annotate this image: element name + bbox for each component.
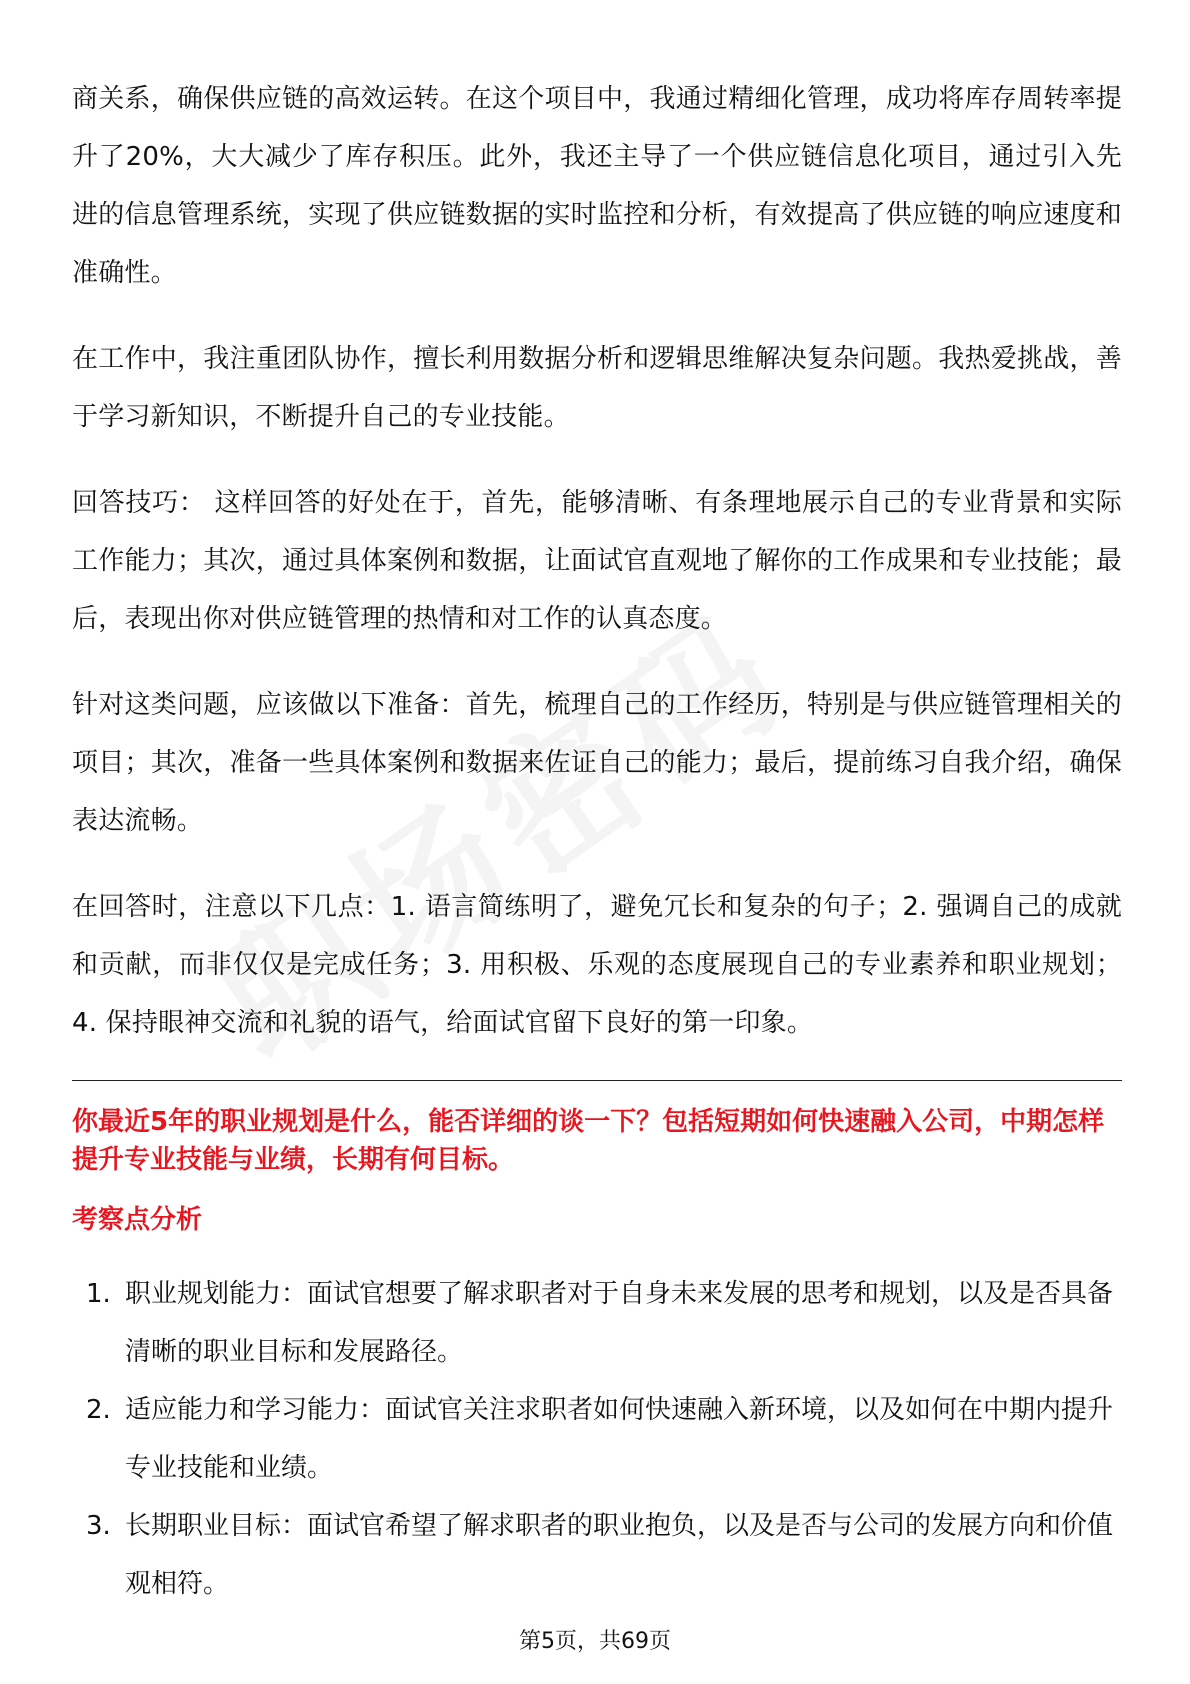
analysis-points-list bbox=[72, 1265, 1122, 1613]
paragraph-project-experience: 商关系，确保供应链的高效运转。在这个项目中，我通过精细化管理，成功将库存周转率提升了20%，大大减少了库存积压。此外，我还主导了一个供应链信息化项目，通过引入先进的信息管理系统，实现了供应链数据的实时监控和分析，有效提高了供应链的响应速度和准确性。 bbox=[72, 84, 1122, 288]
list-item-number: 1. bbox=[86, 1279, 111, 1309]
list-item bbox=[72, 1497, 1122, 1613]
analysis-heading: 考察点分析 bbox=[72, 1205, 203, 1235]
paragraph-answer-notes: 在回答时，注意以下几点：1. 语言简练明了，避免冗长和复杂的句子；2. 强调自己的成就和贡献，而非仅仅是完成任务；3. 用积极、乐观的态度展现自己的专业素养和职业规划；4. 保持眼神交流和礼貌的语气，给面试官留下良好的第一印象。 bbox=[72, 892, 1122, 1038]
list-item-number: 3. bbox=[86, 1511, 111, 1541]
list-item-text: 适应能力和学习能力：面试官关注求职者如何快速融入新环境，以及如何在中期内提升专业技能和业绩。 bbox=[125, 1395, 1114, 1483]
list-item bbox=[72, 1265, 1122, 1381]
list-item-text: 长期职业目标：面试官希望了解求职者的职业抱负，以及是否与公司的发展方向和价值观相符。 bbox=[125, 1511, 1114, 1599]
list-item-number: 2. bbox=[86, 1395, 111, 1425]
paragraph-work-style: 在工作中，我注重团队协作，擅长利用数据分析和逻辑思维解决复杂问题。我热爱挑战，善于学习新知识，不断提升自己的专业技能。 bbox=[72, 344, 1122, 432]
page-number-footer: 第5页，共69页 bbox=[519, 1629, 671, 1654]
list-item bbox=[72, 1381, 1122, 1497]
list-item-text: 职业规划能力：面试官想要了解求职者对于自身未来发展的思考和规划，以及是否具备清晰的职业目标和发展路径。 bbox=[125, 1279, 1114, 1367]
interview-question: 你最近5年的职业规划是什么，能否详细的谈一下？包括短期如何快速融入公司，中期怎样提升专业技能与业绩，长期有何目标。 bbox=[72, 1107, 1105, 1175]
section-divider bbox=[72, 1080, 1122, 1081]
paragraph-answer-tips: 回答技巧： 这样回答的好处在于，首先，能够清晰、有条理地展示自己的专业背景和实际工作能力；其次，通过具体案例和数据，让面试官直观地了解你的工作成果和专业技能；最后，表现出你对供应链管理的热情和对工作的认真态度。 bbox=[72, 488, 1123, 634]
page-content bbox=[72, 70, 1122, 1613]
paragraph-preparation: 针对这类问题，应该做以下准备：首先，梳理自己的工作经历，特别是与供应链管理相关的项目；其次，准备一些具体案例和数据来佐证自己的能力；最后，提前练习自我介绍，确保表达流畅。 bbox=[72, 690, 1122, 836]
